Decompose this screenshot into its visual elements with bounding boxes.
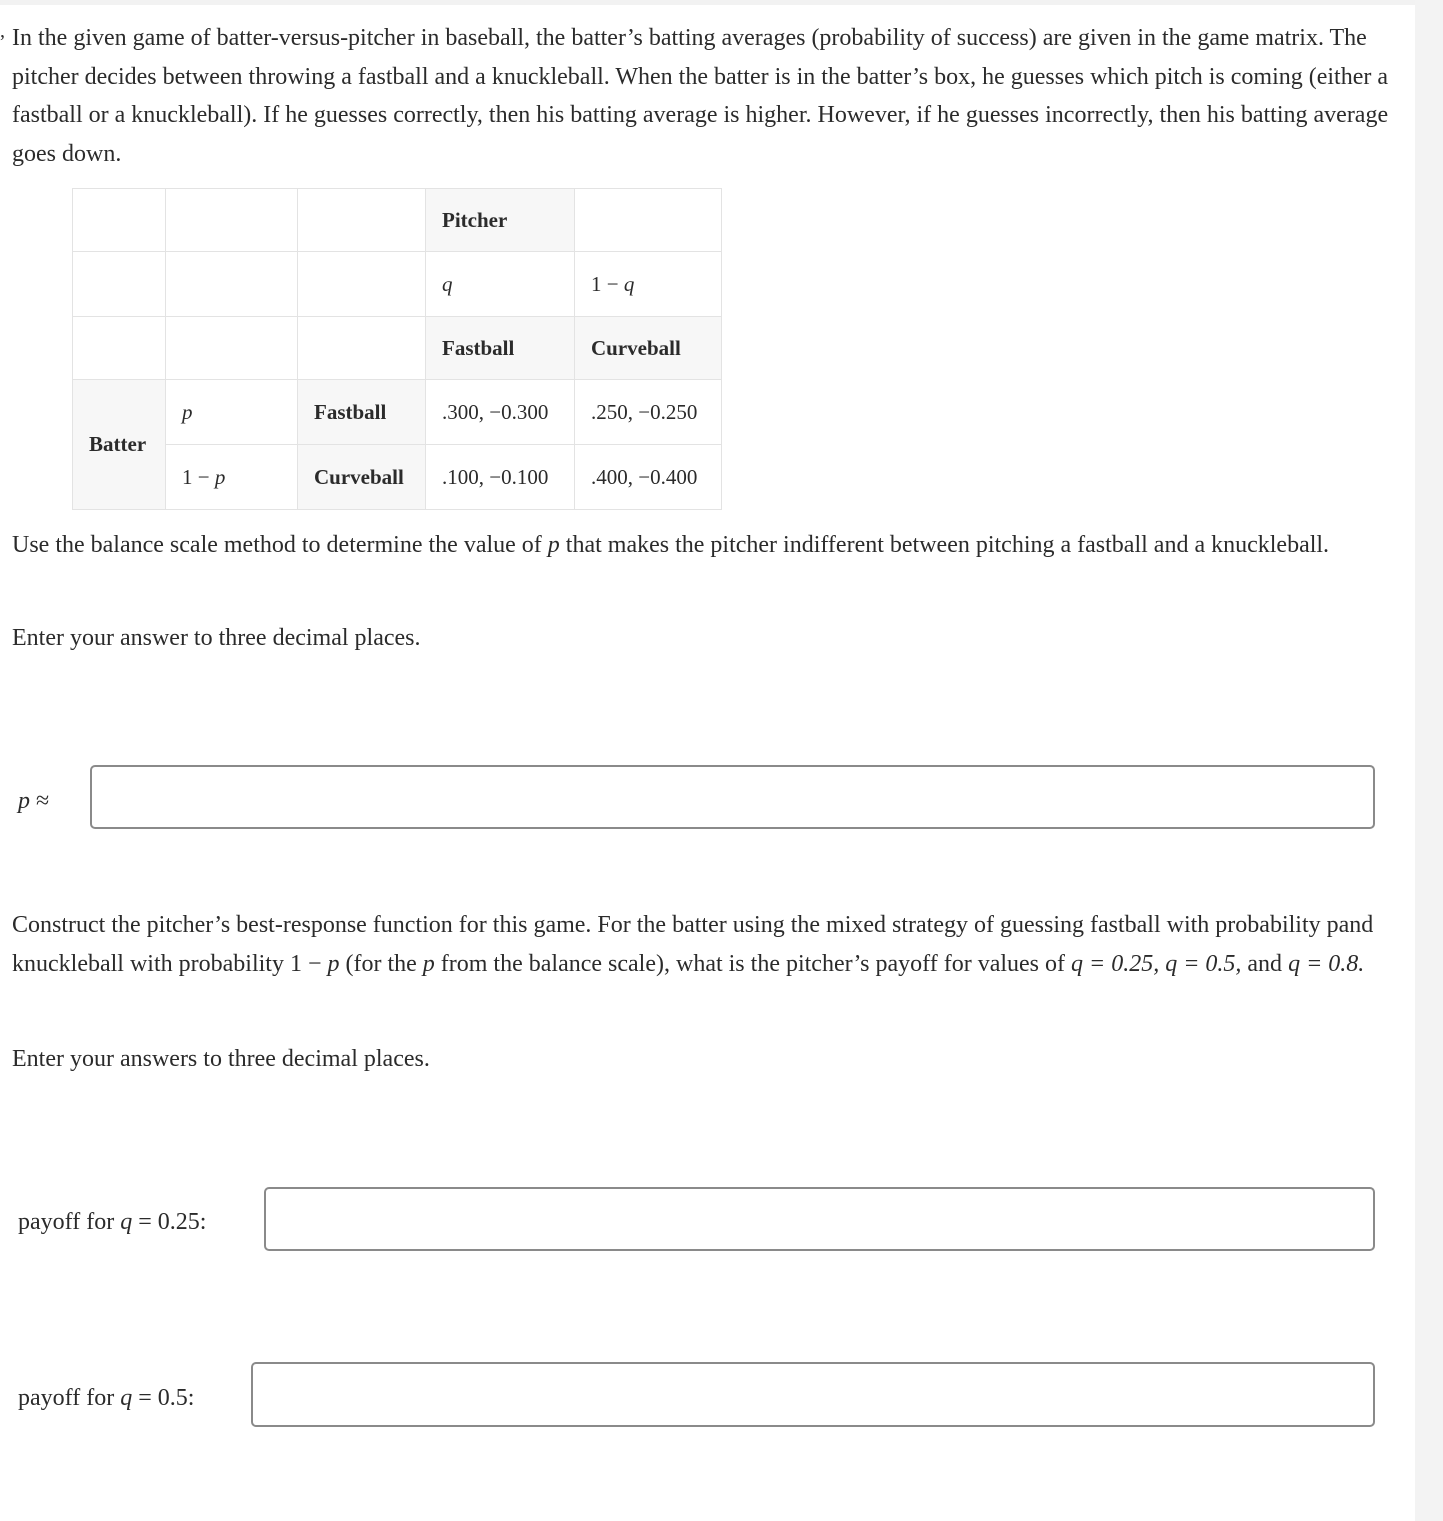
payoff-q025-input[interactable] (264, 1187, 1375, 1251)
clipped-list-marker: , (0, 20, 5, 42)
p-answer-input[interactable] (90, 765, 1375, 829)
col-header-fastball: Fastball (426, 317, 575, 380)
col-header-curveball: Curveball (575, 317, 722, 380)
question2-instruction: Enter your answers to three decimal places. (12, 1046, 430, 1072)
row-header-fastball: Fastball (298, 380, 426, 445)
right-scroll-gutter (1415, 0, 1443, 1521)
one-minus-q-label: 1 − q (575, 252, 722, 317)
payoff-q05-label: payoff for q = 0.5: (18, 1385, 195, 1411)
top-border (0, 0, 1415, 5)
payoff-cell-curveball-fastball: .100, −0.100 (426, 445, 575, 510)
question2-text: Construct the pitcher’s best-response function for this game. For the batter using the mixed strategy of guessing fastball with probability pand knuckleball with probability 1 − p (for the p from the balance scale), what is the pitcher’s payoff for values of q = 0.25, q = 0.5, and q = 0.8. (12, 912, 1374, 977)
p-approx-label: p ≈ (18, 788, 50, 814)
p-prob-label: p (166, 380, 298, 445)
question1-instruction: Enter your answer to three decimal places. (12, 625, 421, 651)
game-matrix (72, 188, 722, 510)
one-minus-p-label: 1 − p (166, 445, 298, 510)
intro-paragraph: In the given game of batter-versus-pitcher in baseball, the batter’s batting averages (probability of success) are given in the game matrix. The pitcher decides between throwing a fastball and a knuckleball. When the batter is in the batter’s box, he guesses which pitch is coming (either a fastball or a knuckleball). If he guesses correctly, then his batting average is higher. However, if he guesses incorrectly, then his batting average goes down. (12, 25, 1389, 167)
pitcher-header: Pitcher (426, 189, 575, 252)
batter-header: Batter (73, 380, 166, 510)
payoff-cell-fastball-fastball: .300, −0.300 (426, 380, 575, 445)
payoff-cell-curveball-curveball: .400, −0.400 (575, 445, 722, 510)
payoff-cell-fastball-curveball: .250, −0.250 (575, 380, 722, 445)
payoff-q05-input[interactable] (251, 1362, 1375, 1427)
q-prob-label: q (426, 252, 575, 317)
row-header-curveball: Curveball (298, 445, 426, 510)
payoff-q025-label: payoff for q = 0.25: (18, 1209, 207, 1235)
question1-text: Use the balance scale method to determine the value of p that makes the pitcher indifferent between pitching a fastball and a knuckleball. (12, 532, 1330, 558)
